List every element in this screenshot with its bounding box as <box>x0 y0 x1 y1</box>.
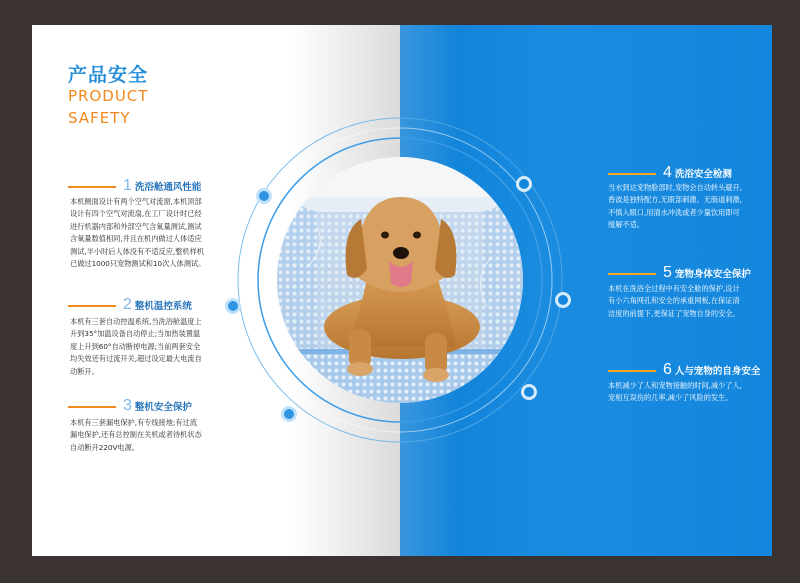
section-number: 6 <box>663 361 672 378</box>
dog-photo <box>277 157 523 403</box>
section-number: 5 <box>663 264 672 281</box>
section-title: 洗浴安全检测 <box>674 169 732 180</box>
dog-in-cabin-illustration <box>277 157 523 403</box>
page-title-en-line1: PRODUCT <box>68 87 149 105</box>
section-body: 本机侧面设计有两个空气对流窗,本机顶部设计有四个空气对流扇,在工厂设计时已经进行机器内部和外部空气含氧量测试,测试含氧量数值相同,并且在机内做过人体适应测试,半小时后人体没有不适反应,整机样机已做过1000只宠物测试和10次人体测试。 <box>70 197 206 269</box>
orbit-dot-core <box>228 301 238 311</box>
page-title-en-line2: SAFETY <box>68 109 131 127</box>
section-body: 本机减少了人和宠物接触的时间,减少了人,宠相互误伤的几率,减少了风险的发生。 <box>608 381 742 403</box>
section-number: 1 <box>123 177 132 194</box>
orbit-dot-core <box>558 295 568 305</box>
section-body: 本机在洗浴全过程中有安全舱的保护,设计有小六角网孔和安全的承重网板,在保证清洁度的前提下,更保证了宠物自身的安全。 <box>608 284 740 318</box>
page-title-cn: 产品安全 <box>68 64 149 86</box>
section-title: 整机温控系统 <box>134 301 192 312</box>
orbit-dot-core <box>519 179 529 189</box>
section-title: 整机安全保护 <box>134 402 192 413</box>
section-title: 洗浴舱通风性能 <box>134 182 202 193</box>
section-body: 本机有三套漏电保护,有专线接地;有过流漏电保护,还有总控制在关机或者待机状态自动断开220V电源。 <box>70 418 202 452</box>
section-number: 2 <box>123 296 132 313</box>
section-title: 宠物身体安全保护 <box>674 269 751 280</box>
orbit-dot-core <box>524 387 534 397</box>
orbit-dot-core <box>259 191 269 201</box>
section-body: 本机有三套自动控温系统,当洗浴舱温度上升到35°加温设备自动停止;当加热装置温度上升到60°自动断掉电源;当前两套安全均失效还有过流开关,超过设定最大电流自动断开。 <box>70 317 202 376</box>
section-number: 3 <box>123 397 132 414</box>
section-title: 人与宠物的自身安全 <box>674 366 761 377</box>
section-number: 4 <box>663 164 672 181</box>
orbit-dot-core <box>284 409 294 419</box>
section-body: 当水到达宠物脸部时,宠物会自动转头避开,香波是独特配方,无眼部刺激、无肠道刺激,不慎入眼口,用清水冲洗或者少量饮用即可缓解不适。 <box>608 183 742 230</box>
